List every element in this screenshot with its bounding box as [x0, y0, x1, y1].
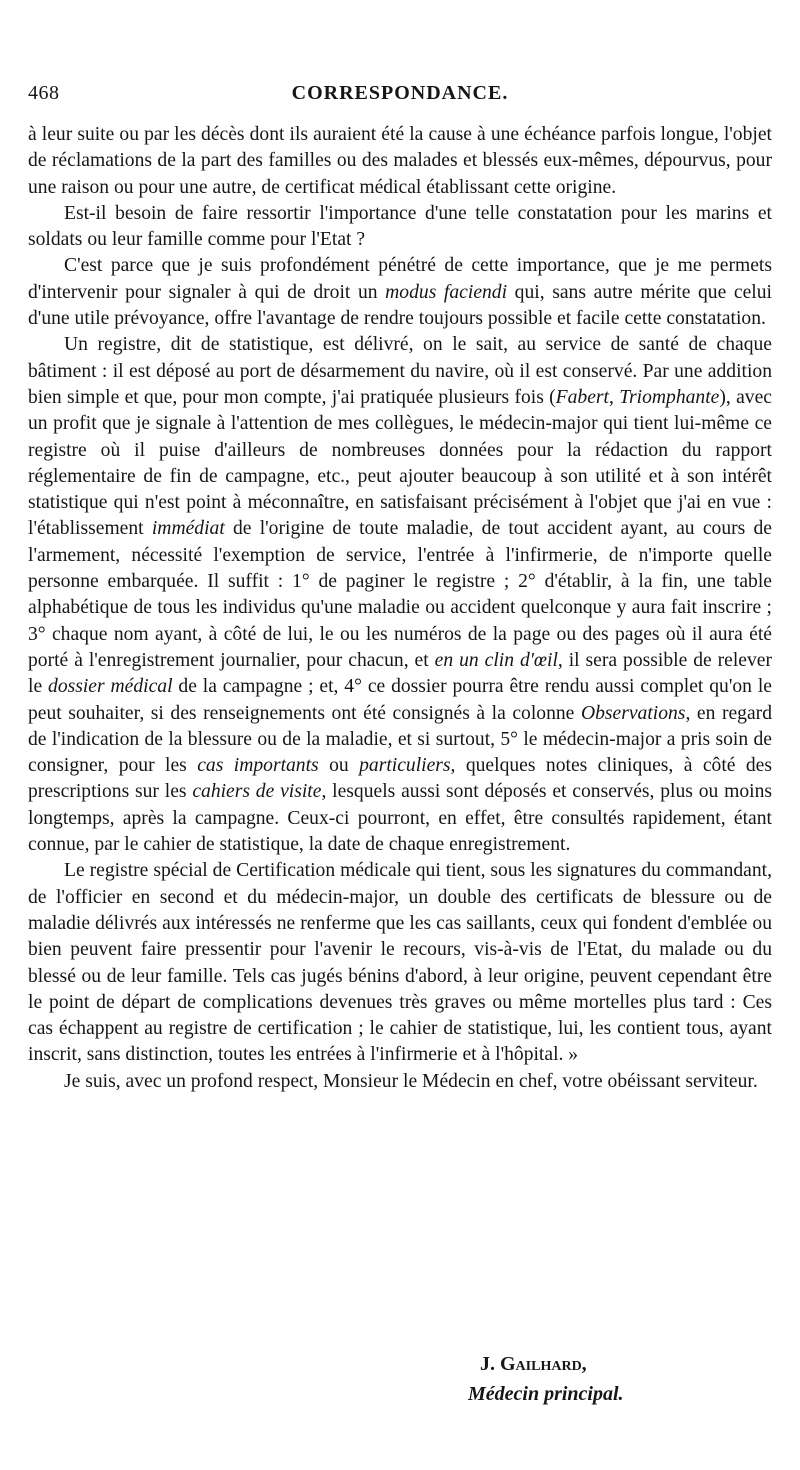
signature-title: Médecin principal. [468, 1383, 624, 1405]
italic-text: en un clin d'œil [434, 649, 558, 671]
paragraph [28, 201, 772, 254]
text-run: Un registre, dit de statistique, est délivré, on le sait, au service de santé de chaque bâtiment : il est déposé au port de désarmement du navire, où il est conservé. Par une addition bien simple et que, pour mon compte, j'ai pratiquée plusieurs fois ( [28, 334, 772, 408]
paragraph [28, 122, 772, 201]
page-number: 468 [28, 82, 60, 104]
text-run: de la campagne ; et, 4° ce dossier pourra être rendu aussi complet qu'on le peut souhaiter, si des renseignements ont été consignés à la colonne [28, 676, 772, 724]
italic-text: Fabert, Triomphante [555, 386, 720, 408]
text-run: qui, sans autre mérite que celui d'une utile prévoyance, offre l'avantage de rendre toujours possible et facile cette constatation. [28, 281, 772, 330]
paragraph [28, 1069, 772, 1095]
text-run: Est-il besoin de faire ressortir l'importance d'une telle constatation pour les marins et soldats ou leur famille comme pour l'Etat ? [28, 202, 772, 251]
italic-text: immédiat [151, 518, 225, 540]
text-run: C'est parce que je suis profondément pénétré de cette importance, que je me permets d'intervenir pour signaler à qui de droit un [28, 255, 772, 303]
italic-text: particuliers [359, 755, 451, 777]
italic-text: modus faciendi [385, 281, 508, 303]
text-run: ou [318, 755, 360, 777]
page-header [28, 82, 772, 112]
text-run: , lesquels aussi sont déposés et conservés, plus ou moins longtemps, après la campagne. Ceux-ci pourront, en effet, être consultés rapidement, étant connue, par le cahier de statistique, la date de chaque enregistrement. [28, 781, 772, 856]
text-run: , en regard de l'indication de la blessure ou de la maladie, et si surtout, 5° le médecin-major a pris soin de consigner, pour les [28, 702, 772, 777]
italic-text: Observations [580, 702, 686, 724]
italic-text: cahiers de visite [192, 781, 322, 803]
text-run: Je suis, avec un profond respect, Monsieur le Médecin en chef, votre obéissant serviteur. [64, 1070, 758, 1092]
paragraph [28, 858, 772, 1068]
running-title: CORRESPONDANCE. [291, 82, 509, 104]
text-run: , quelques notes cliniques, à côté des prescriptions sur les [28, 755, 773, 803]
signature-name: J. Gailhard, [480, 1353, 587, 1375]
italic-text: cas importants [197, 755, 319, 777]
text-run: de l'origine de toute maladie, de tout accident ayant, au cours de l'armement, nécessité l'exemption de service, l'entrée à l'infirmerie, de n'importe quelle personne embarquée. Il suffit : 1° de paginer le registre ; 2° d'établir, à la fin, une table alphabétique de tous les individus qu'une maladie ou accident quelconque y aura fait inscrire ; 3° chaque nom ayant, à côté de lui, le ou les numéros de la page ou des pages où il aura été porté à l'enregistrement journalier, pour chacun, et [28, 518, 772, 671]
paragraph [28, 253, 772, 332]
paragraph [28, 332, 772, 858]
signature-block [440, 1349, 770, 1409]
text-run: à leur suite ou par les décès dont ils auraient été la cause à une échéance parfois longue, l'objet de réclamations de la part des familles ou des malades et blessés eux-mêmes, dépourvus, pour une raison ou pour une autre, de certificat médical établissant cette origine. [28, 124, 772, 198]
body-text [28, 122, 772, 1095]
italic-text: dossier médical [48, 676, 173, 698]
text-run: , il sera possible de relever le [28, 649, 773, 698]
text-run: ), avec un profit que je signale à l'attention de mes collègues, le médecin-major qui tient lui-même ce registre où il puise d'ailleurs de nombreuses données pour la rédaction du rapport réglementaire de fin de campagne, etc., peut ajouter beaucoup à son utilité et à son intérêt statistique qui n'est point à méconnaître, en satisfaisant précisément à l'objet que j'ai en vue : l'établissement [28, 386, 772, 540]
text-run: Le registre spécial de Certification médicale qui tient, sous les signatures du commandant, de l'officier en second et du médecin-major, un double des certificats de blessure ou de maladie délivrés aux intéressés ne renferme que les cas saillants, ceux qui fondent d'emblée ou bien peuvent faire pressentir pour l'avenir le recours, vis-à-vis de l'Etat, du malade ou du blessé ou de leur famille. Tels cas jugés bénins d'abord, à leur origine, peuvent cependant être le point de départ de complications devenues très graves ou même mortelles plus tard : Ces cas échappent au registre de certification ; le cahier de statistique, lui, les contient tous, ayant inscrit, sans distinction, toutes les entrées à l'infirmerie et à l'hôpital. » [28, 860, 772, 1066]
